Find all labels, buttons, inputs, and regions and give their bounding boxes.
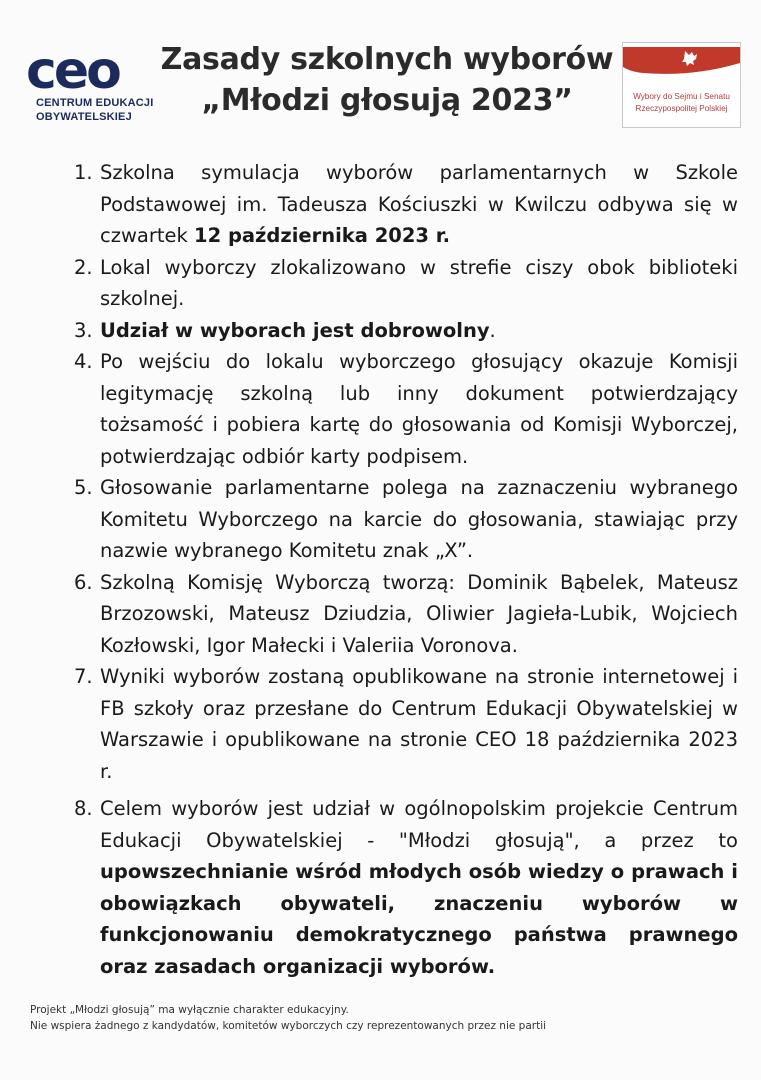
ceo-logo-subtitle bbox=[36, 96, 153, 124]
rules-list bbox=[0, 157, 761, 982]
rule-date: 12 października 2023 r. bbox=[194, 224, 451, 247]
badge-line1: Wybory do Sejmu i Senatu bbox=[633, 92, 730, 101]
rule-text: . bbox=[489, 318, 496, 342]
rule-item-1 bbox=[0, 157, 738, 252]
rule-item-5 bbox=[0, 472, 738, 567]
rule-text: Głosowanie parlamentarne polega na zaznaczeniu wybranego Komitetu Wyborczego na karcie do głosowania, stawiając przy nazwie wybranego Komitetu znak „X”. bbox=[100, 476, 738, 562]
title-line1: Zasady szkolnych wyborów bbox=[160, 42, 614, 77]
title-line2: „Młodzi głosują 2023” bbox=[201, 83, 573, 118]
rule-item-4 bbox=[0, 346, 738, 472]
eagle-band-icon bbox=[623, 43, 740, 77]
rule-text: Celem wyborów jest udział w ogólnopolskim projekcie Centrum Edukacji Obywatelskiej - "Młodzi głosują", a przez to bbox=[100, 797, 738, 852]
rule-number: 4. bbox=[74, 350, 93, 373]
rule-text: Lokal wyborczy zlokalizowano w strefie ciszy obok biblioteki szkolnej. bbox=[100, 255, 738, 310]
rule-number: 8. bbox=[74, 797, 93, 820]
footer-line2: Nie wspiera żadnego z kandydatów, komitetów wyborczych czy reprezentowanych przez nie partii bbox=[30, 1020, 547, 1032]
rule-number: 2. bbox=[74, 255, 93, 279]
footer-note bbox=[30, 1002, 546, 1034]
rule-number: 1. bbox=[74, 161, 93, 184]
rule-number: 7. bbox=[74, 665, 93, 688]
rule-bold-text: Udział w wyborach jest dobrowolny bbox=[100, 318, 490, 342]
rule-item-6 bbox=[0, 567, 738, 662]
ceo-sub-line1: CENTRUM EDUKACJI bbox=[36, 97, 154, 109]
rule-text: Szkolną Komisję Wyborczą tworzą: Dominik Bąbelek, Mateusz Brzozowski, Mateusz Dziudzia, Oliwier Jagieła-Lubik, Wojciech Kozłowski, Igor Małecki i Valeriia Voronova. bbox=[100, 570, 738, 657]
footer-line1: Projekt „Młodzi głosują” ma wyłącznie charakter edukacyjny. bbox=[30, 1004, 349, 1016]
document-header bbox=[0, 0, 761, 150]
rule-item-2 bbox=[0, 252, 738, 315]
rule-text: Po wejściu do lokalu wyborczego głosujący okazuje Komisji legitymację szkolną lub inny dokument potwierdzający tożsamość i pobiera kartę do głosowania od Komisji Wyborczej, potwierdzając odbiór karty podpisem. bbox=[100, 350, 738, 468]
rule-item-7 bbox=[0, 661, 738, 787]
page-title bbox=[152, 40, 622, 122]
rule-text: Wyniki wyborów zostaną opublikowane na stronie internetowej i FB szkoły oraz przesłane do Centrum Edukacji Obywatelskiej w Warszawie i opublikowane na stronie CEO 18 października 2023 r. bbox=[100, 665, 738, 783]
rule-text: Szkolna symulacja wyborów parlamentarnych w Szkole Podstawowej im. Tadeusza Kościuszki w Kwilczu odbywa się w czwartek bbox=[100, 161, 738, 247]
rule-bold-text: upowszechnianie wśród młodych osób wiedzy o prawach i obowiązkach obywateli, znaczeniu wyborów w funkcjonowaniu demokratycznego państwa prawnego oraz zasadach organizacji wyborów. bbox=[100, 860, 738, 978]
election-badge-text bbox=[623, 91, 740, 115]
ceo-sub-line2: OBYWATELSKIEJ bbox=[36, 111, 132, 123]
rule-number: 5. bbox=[74, 476, 93, 499]
rule-item-8 bbox=[0, 793, 738, 982]
rule-number: 3. bbox=[74, 318, 93, 342]
election-badge bbox=[622, 42, 741, 128]
badge-line2: Rzeczypospolitej Polskiej bbox=[635, 104, 728, 113]
rule-number: 6. bbox=[74, 570, 93, 594]
rule-item-3 bbox=[0, 315, 738, 347]
ceo-logo-text: ceo bbox=[26, 46, 119, 98]
